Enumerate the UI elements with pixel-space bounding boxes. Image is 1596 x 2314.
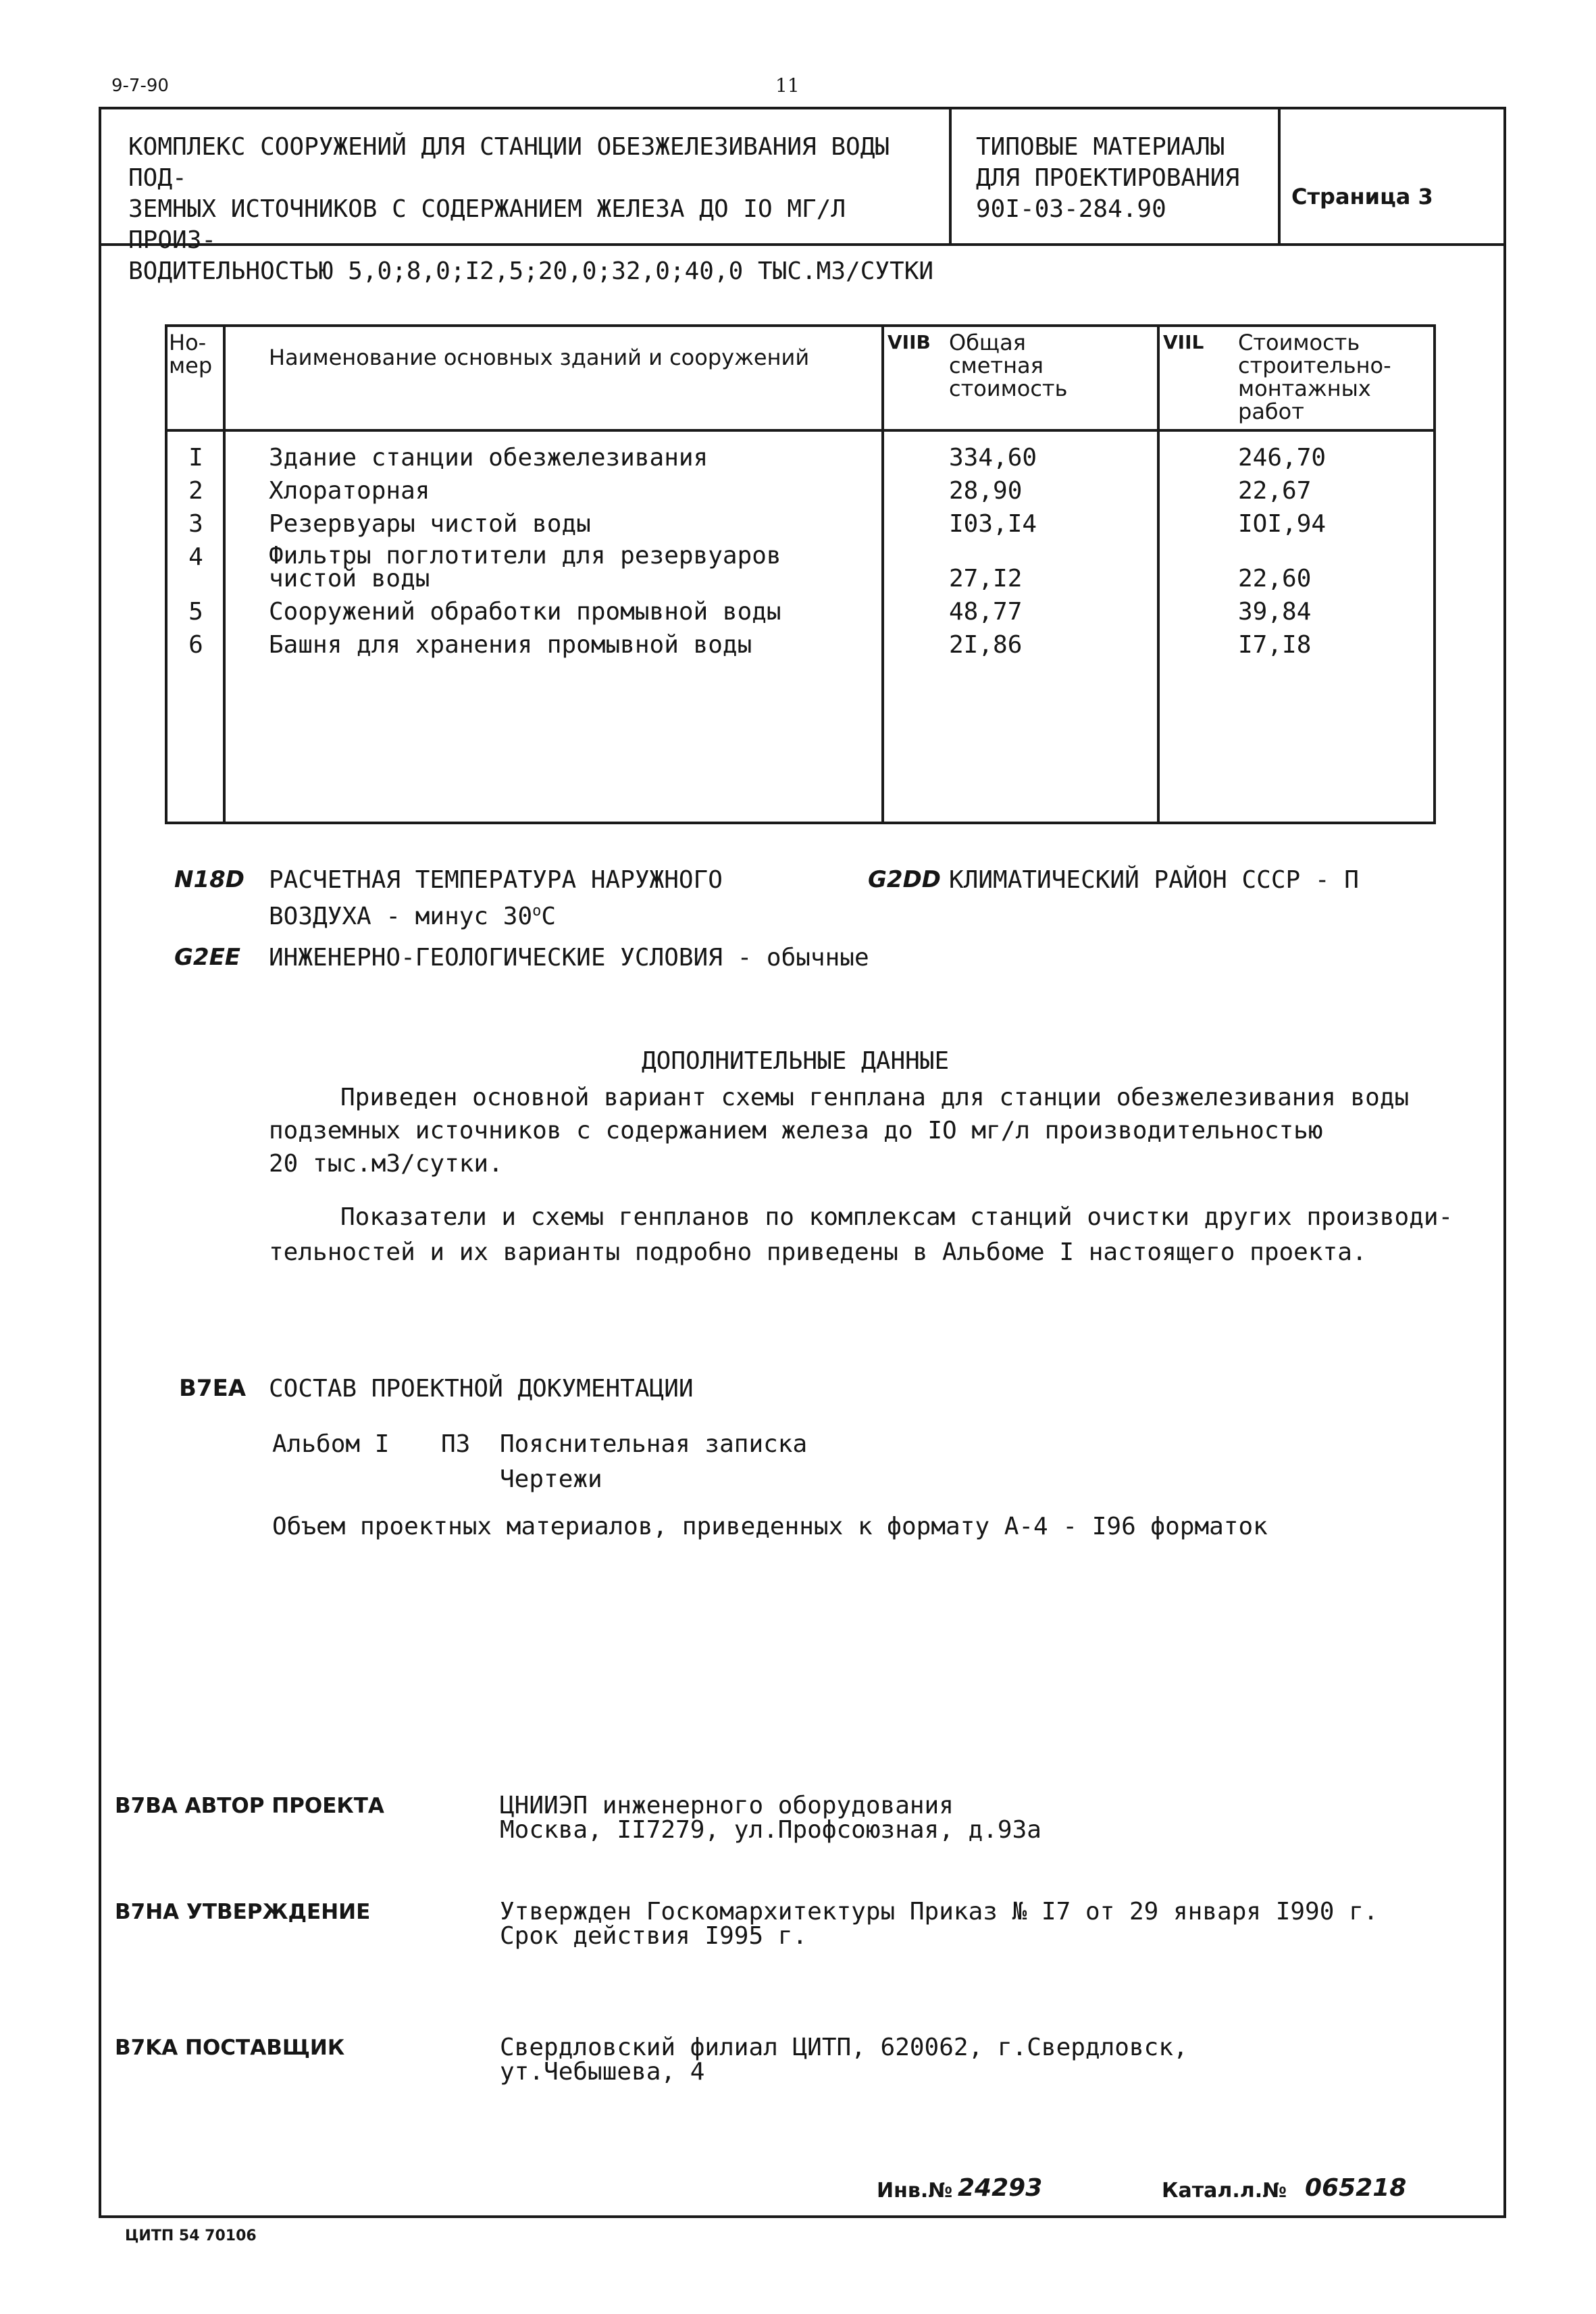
climate-code: G2DD [868,866,942,893]
temperature-code: N18D [174,866,244,893]
page-number: 11 [775,74,800,97]
header-number-line: Но- [169,330,207,355]
header-total [949,331,1067,400]
row-total: 334,60 [949,444,1037,472]
header-works-line: работ [1238,399,1304,424]
approval-label: B7HA УТВЕРЖДЕНИЕ [115,1900,371,1924]
row-total: 2I,86 [949,631,1023,659]
approval-line: Срок действия I995 г. [500,1922,808,1950]
row-name: Хлораторная [269,477,430,505]
author-line: ЦНИИЭП инженерного оборудования [500,1792,954,1819]
complex-title-line: КОМПЛЕКС СООРУЖЕНИЙ ДЛЯ СТАНЦИИ ОБЕЗЖЕЛЕЗИВАНИЯ ВОДЫ ПОД- [128,133,890,192]
header-works [1238,331,1391,423]
complex-title [128,132,939,287]
geology-value: - обычные [722,944,869,972]
series-line: ДЛЯ ПРОЕКТИРОВАНИЯ [976,164,1240,192]
header-works-line: монтажных [1238,376,1371,401]
album-drawings: Чертежи [500,1465,602,1493]
supplier-text [500,2036,1188,2084]
additional-paragraph-1 [269,1081,1458,1180]
author-label: B7BA АВТОР ПРОЕКТА [115,1794,384,1818]
table-column-divider [881,324,884,824]
supplier-line: ут.Чебышева, 4 [500,2058,705,2086]
page-label: Страница 3 [1291,184,1433,209]
row-number: 3 [188,510,203,538]
documentation-code: B7EA [179,1375,247,1402]
row-works [1238,443,1427,663]
temperature-value: - минус 30 [371,903,533,930]
header-total-code: VIIB [887,331,931,353]
temperature-line-1: РАСЧЕТНАЯ ТЕМПЕРАТУРА НАРУЖНОГО [269,866,723,894]
geology-label: ИНЖЕНЕРНО-ГЕОЛОГИЧЕСКИЕ УСЛОВИЯ [269,944,723,972]
header-total-line: стоимость [949,376,1068,401]
row-name: Башня для хранения промывной воды [269,631,752,659]
album-label: Альбом I [272,1430,390,1458]
row-works-value: IOI,94 [1238,510,1327,538]
table-column-divider [223,324,226,824]
row-total: I03,I4 [949,510,1037,538]
row-totals [949,443,1145,663]
album-note: Пояснительная записка [500,1430,808,1458]
printer-mark: ЦИТП 54 70106 [125,2228,257,2244]
row-works-value: I7,I8 [1238,631,1312,659]
row-names [269,443,877,663]
row-total: 27,I2 [949,565,1023,593]
catalog-number: 065218 [1305,2174,1407,2202]
row-works-value: 39,84 [1238,598,1312,626]
geology-condition [269,942,869,974]
title-block-separator-2 [1278,107,1281,245]
row-number: 6 [188,631,203,659]
row-total: 28,90 [949,477,1023,505]
supplier-label: B7KA ПОСТАВЩИК [115,2036,345,2060]
table-column-divider [1157,324,1160,824]
header-number-line: мер [169,353,213,378]
paragraph-line: 20 тыс.м3/сутки. [269,1150,503,1178]
inventory-number: 24293 [958,2174,1043,2202]
row-name-line: Фильтры поглотители для резервуаров [269,542,781,570]
row-number: 5 [188,598,203,626]
author-text [500,1794,1041,1842]
approval-text [500,1900,1378,1948]
additional-paragraph-2 [269,1200,1458,1270]
temperature-line-2 [269,896,723,932]
header-total-line: сметная [949,353,1044,378]
document-date: 9-7-90 [111,76,169,96]
approval-line: Утвержден Госкомархитектуры Приказ № I7 от 29 января I990 г. [500,1898,1379,1926]
geology-code: G2EE [174,944,241,971]
album-abbr: ПЗ [441,1430,471,1458]
additional-heading: ДОПОЛНИТЕЛЬНЫЕ ДАННЫЕ [642,1047,950,1075]
complex-title-line: ВОДИТЕЛЬНОСТЬЮ 5,0;8,0;I2,5;20,0;32,0;40,0 ТЫС.М3/СУТКИ [128,257,934,285]
series-number: 90I-03-284.90 [976,195,1166,223]
row-name: Здание станции обезжелезивания [269,444,709,472]
row-numbers [169,443,223,663]
climate-region: КЛИМАТИЧЕСКИЙ РАЙОН СССР - П [949,866,1359,894]
row-name: Резервуары чистой воды [269,510,591,538]
author-line: Москва, II7279, ул.Профсоюзная, д.93а [500,1816,1041,1844]
row-total: 48,77 [949,598,1023,626]
header-total-line: Общая [949,330,1026,355]
row-number: I [188,444,203,472]
catalog-label: Катал.л.№ [1162,2179,1287,2203]
row-name-line: чистой воды [269,565,430,593]
title-block-separator-1 [949,107,952,245]
row-number: 4 [188,543,203,571]
row-name [269,542,877,597]
paragraph-line: Показатели и схемы генпланов по комплексам станций очистки других производи- [340,1203,1453,1231]
complex-title-line: ЗЕМНЫХ ИСТОЧНИКОВ С СОДЕРЖАНИЕМ ЖЕЛЕЗА ДО IO МГ/Л ПРОИЗ- [128,195,846,254]
row-number: 2 [188,477,203,505]
header-works-line: Стоимость [1238,330,1360,355]
paragraph-line: подземных источников с содержанием железа до IO мг/л производительностью [269,1117,1323,1145]
table-header-divider [165,429,1436,432]
temperature-degree: o [532,903,542,920]
series-block [976,132,1273,225]
header-number [169,331,222,377]
row-name: Сооружений обработки промывной воды [269,598,781,626]
documentation-heading: СОСТАВ ПРОЕКТНОЙ ДОКУМЕНТАЦИИ [269,1375,694,1403]
row-works-value: 246,70 [1238,444,1327,472]
temperature-unit: C [541,903,557,930]
documentation-volume: Объем проектных материалов, приведенных к формату А-4 - I96 форматок [272,1513,1268,1540]
supplier-line: Свердловский филиал ЦИТП, 620062, г.Свердловск, [500,2034,1188,2061]
header-name: Наименование основных зданий и сооружений [269,345,810,370]
paragraph-line: тельностей и их варианты подробно приведены в Альбоме I настоящего проекта. [269,1238,1367,1266]
row-works-value: 22,67 [1238,477,1312,505]
temperature-condition [269,865,723,932]
series-line: ТИПОВЫЕ МАТЕРИАЛЫ [976,133,1225,161]
temperature-label: ВОЗДУХА [269,903,371,930]
header-works-line: строительно- [1238,353,1391,378]
header-works-code: VIIL [1163,331,1204,353]
row-works-value: 22,60 [1238,565,1312,593]
paragraph-line: Приведен основной вариант схемы генплана для станции обезжелезивания воды [340,1084,1410,1111]
inventory-label: Инв.№ [877,2179,953,2203]
